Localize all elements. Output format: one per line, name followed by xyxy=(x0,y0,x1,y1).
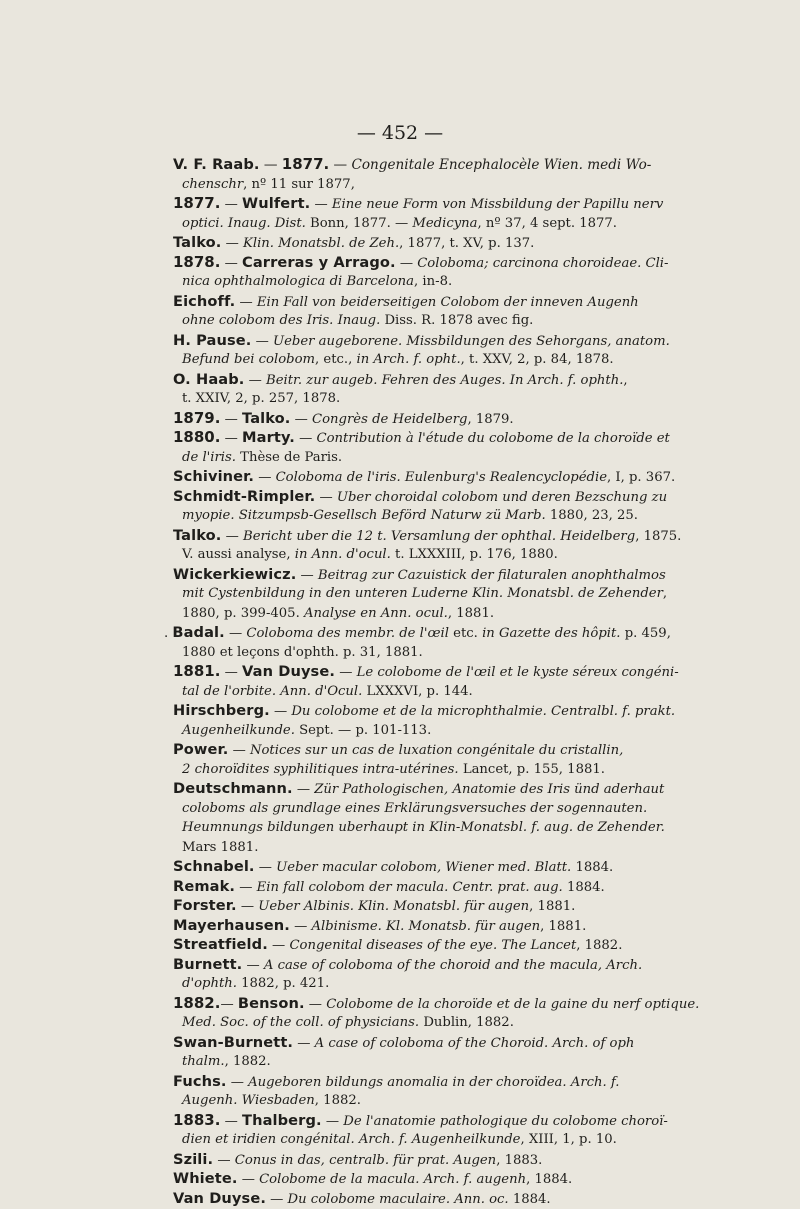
citation-title: Ein fall colobom der macula. Centr. prat. aug. xyxy=(256,879,563,895)
citation-title: Du colobome maculaire. Ann. oc. xyxy=(287,1191,509,1207)
bibliography-entry xyxy=(173,779,665,799)
citation-text: , in-8. xyxy=(414,274,453,289)
citation-title: Zür Pathologischen, Anatomie des Iris ünd aderhaut xyxy=(314,782,665,797)
citation-text: , 1875. xyxy=(635,528,682,544)
bibliography-entry xyxy=(173,487,668,507)
citation-text: — xyxy=(269,704,292,719)
citation-title: Beitrag zur Cazuistick der filaturalen anophthalmos xyxy=(317,567,666,583)
citation-title: Augenheilkunde. xyxy=(182,722,295,738)
bibliography-entry xyxy=(173,233,653,253)
author-name: Wickerkiewicz. xyxy=(173,565,297,583)
citation-title: Coloboma de l'iris. Eulenburg's Realencyclopédie xyxy=(275,470,607,485)
citation-text: , etc., xyxy=(315,352,357,367)
bibliography-entry-continuation xyxy=(173,799,653,819)
citation-text: — xyxy=(235,879,257,895)
citation-text: 1884. xyxy=(562,879,605,895)
bibliography-entry xyxy=(173,370,653,390)
author-name: Schmidt-Rimpler. xyxy=(173,487,316,505)
citation-title: Albinisme. Kl. Monatsb. für augen xyxy=(311,918,541,934)
citation-title: Coloboma; carcinona choroideae. Cli- xyxy=(417,255,669,271)
citation-title: Klin. Monatsbl. de Zeh. xyxy=(243,236,400,251)
year-heading: 1880. xyxy=(173,428,221,446)
bibliography-entry-continuation xyxy=(173,214,653,234)
bibliography-entry xyxy=(173,252,669,273)
bibliography-entry xyxy=(173,955,653,975)
author-name: Streatfield. xyxy=(173,936,268,953)
citation-text: , 1877, t. XV, p. 137. xyxy=(399,236,535,251)
citation-text: , nº 11 sur 1877, xyxy=(243,176,355,192)
citation-title: Medicyna xyxy=(412,215,478,231)
citation-title: myopie. Sitzumpsb-Gesellsch Beförd Naturw zü Marb. xyxy=(182,508,546,523)
citation-text: , xyxy=(662,586,668,601)
citation-text: — xyxy=(267,938,290,953)
year-heading: 1882. xyxy=(173,993,221,1012)
citation-text: Diss. R. 1878 avec fig. xyxy=(380,313,534,328)
citation-text: — xyxy=(292,782,315,797)
author-name: Carreras y Arrago. xyxy=(242,253,396,271)
citation-text: 1882, p. 421. xyxy=(236,976,330,991)
citation-text: — xyxy=(220,1113,243,1129)
citation-title: Med. Soc. of the coll. of physicians. xyxy=(182,1015,420,1030)
bibliography-entry xyxy=(173,331,670,351)
citation-title: Contribution à l'étude du colobome de la choroïde et xyxy=(316,431,670,446)
bibliography-entry-continuation xyxy=(173,604,653,624)
author-name: Hirschberg. xyxy=(173,702,270,719)
citation-title: Ueber Albinis. Klin. Monatsbl. für augen xyxy=(258,899,530,914)
citation-text: — xyxy=(220,996,238,1012)
citation-text: — xyxy=(226,1074,249,1090)
citation-title: Analyse en Ann. ocul. xyxy=(303,605,448,621)
citation-title: Heumnungs bildungen uberhaupt in Klin-Monatsbl. f. aug. de Zehender. xyxy=(182,820,665,835)
bibliography-entry-continuation xyxy=(173,584,668,604)
citation-text: , 1881. xyxy=(529,899,576,914)
citation-text: — xyxy=(335,665,357,680)
citation-title: Congenitale Encephalocèle Wien. medi Wo- xyxy=(351,157,652,173)
bibliography-entry xyxy=(173,896,653,916)
citation-text: — xyxy=(254,860,277,875)
citation-text: — xyxy=(221,528,243,544)
citation-text: — xyxy=(251,333,273,349)
citation-title: Eine neue Form von Missbildung der Papillu nerv xyxy=(331,197,664,212)
citation-text: t. XXIV, 2, p. 257, 1878. xyxy=(182,391,341,406)
bibliography-entry xyxy=(173,701,676,721)
citation-title: Bericht uber die 12 t. Versamlung der ophthal. Heidelberg xyxy=(243,528,636,544)
author-name: Swan-Burnett. xyxy=(173,1033,294,1051)
citation-text: — xyxy=(294,431,317,446)
author-name: V. F. Raab. xyxy=(173,156,260,173)
citation-text: — xyxy=(236,899,259,914)
bibliography-entry xyxy=(173,993,700,1014)
bibliography-entry-continuation xyxy=(173,1013,653,1033)
citation-text: — xyxy=(296,567,318,583)
bibliography-entry-continuation xyxy=(173,389,653,409)
citation-title: optici. Inaug. Dist. xyxy=(182,215,306,231)
citation-text: — xyxy=(224,626,247,641)
citation-text: — xyxy=(221,236,243,251)
citation-title: thalm. xyxy=(182,1054,225,1069)
bibliography-entry-continuation xyxy=(173,974,653,994)
citation-text: , I, p. 367. xyxy=(607,470,676,485)
citation-text: , nº 37, 4 sept. 1877. xyxy=(477,215,617,231)
citation-text: — xyxy=(242,957,264,973)
author-name: Schiviner. xyxy=(173,468,255,485)
citation-text: , 1879. xyxy=(467,411,514,427)
citation-text: LXXXVI, p. 144. xyxy=(362,683,473,699)
author-name: Talko. xyxy=(173,526,222,544)
citation-title: Notices sur un cas de luxation congénitale du cristallin, xyxy=(249,743,624,758)
bibliography-entry-continuation xyxy=(173,175,653,195)
bibliography-entry-continuation xyxy=(173,311,653,331)
citation-text: — xyxy=(304,996,327,1012)
citation-text: — xyxy=(289,918,312,934)
citation-text: 1884. xyxy=(508,1191,551,1207)
citation-title: in Arch. f. opht. xyxy=(356,352,461,367)
citation-title: Colobome de la choroïde et de la gaine du nerf optique. xyxy=(326,996,700,1012)
citation-title: tal de l'orbite. Ann. d'Ocul. xyxy=(182,683,363,699)
bibliography-entry-continuation xyxy=(173,350,653,370)
citation-title: dien et iridien congénital. Arch. f. Augenheilkunde xyxy=(182,1132,521,1147)
bibliography-entry xyxy=(173,565,666,585)
citation-text: , 1882. xyxy=(576,938,623,953)
citation-text: — xyxy=(220,431,243,446)
bibliography-entry-continuation xyxy=(173,506,653,526)
citation-text: — xyxy=(228,743,250,758)
citation-text: etc. xyxy=(448,626,483,641)
year-heading: 1878. xyxy=(173,252,221,271)
citation-text: , 1882. xyxy=(314,1093,361,1108)
citation-text: — xyxy=(254,470,276,485)
bibliography-entry xyxy=(173,292,653,312)
citation-text: , 1883. xyxy=(496,1152,543,1168)
citation-text: — xyxy=(395,255,418,271)
author-name: Schnabel. xyxy=(173,858,255,875)
page-number: — 452 — xyxy=(356,122,444,144)
citation-title: Ueber augeborene. Missbildungen des Sehorgans, anatom. xyxy=(273,333,670,349)
bibliography-entry xyxy=(173,467,676,487)
citation-text: 1880 et leçons d'ophth. p. 31, 1881. xyxy=(182,644,423,660)
citation-title: in Ann. d'ocul. xyxy=(294,547,391,562)
citation-title: De l'anatomie pathologique du colobome choroï- xyxy=(343,1113,668,1129)
bibliography-entry xyxy=(173,1033,653,1053)
citation-text: — xyxy=(315,489,337,505)
author-name: Eichoff. xyxy=(173,292,236,310)
author-name: Mayerhausen. xyxy=(173,916,290,934)
bibliography-entry-continuation xyxy=(173,643,653,663)
citation-text: — xyxy=(310,197,332,212)
citation-text: — xyxy=(213,1152,235,1168)
citation-text: Mars 1881. xyxy=(182,839,259,855)
citation-title: ohne colobom des Iris. Inaug. xyxy=(182,313,381,328)
citation-title: Augenh. Wiesbaden xyxy=(182,1093,315,1108)
bibliography-list xyxy=(164,155,700,1208)
year-heading: 1881. xyxy=(173,662,221,680)
citation-text: , XIII, 1, p. 10. xyxy=(520,1132,617,1147)
year-heading: 1877. xyxy=(173,194,221,212)
citation-title: de l'iris. xyxy=(182,449,236,465)
bibliography-entry xyxy=(173,740,653,760)
citation-text: — xyxy=(220,255,243,271)
citation-text: t. LXXXIII, p. 176, 1880. xyxy=(390,547,558,562)
citation-title: 2 choroïdites syphilitiques intra-utérines. xyxy=(182,761,459,777)
author-name: Marty. xyxy=(242,429,295,446)
author-name: Deutschmann. xyxy=(173,780,293,797)
citation-title: Uber choroidal colobom und deren Bezschung zu xyxy=(336,489,668,505)
bibliography-entry xyxy=(173,877,653,897)
bibliography-entry xyxy=(173,526,682,546)
citation-text: p. 459, xyxy=(620,626,671,641)
bibliography-entry-continuation xyxy=(173,1091,653,1111)
bibliography-entry xyxy=(173,935,653,955)
citation-text: — xyxy=(329,157,352,173)
bibliography-entry-continuation xyxy=(173,1130,653,1150)
citation-text: — xyxy=(321,1113,344,1129)
citation-title: Colobome de la macula. Arch. f. augenh xyxy=(259,1172,527,1187)
citation-title: Conus in das, centralb. für prat. Augen xyxy=(234,1152,497,1168)
author-name: Badal. xyxy=(172,624,225,641)
citation-title: in Gazette des hôpit. xyxy=(482,626,621,641)
author-name: Thalberg. xyxy=(242,1111,322,1129)
bibliography-entry-continuation xyxy=(173,682,653,702)
author-name: Fuchs. xyxy=(173,1072,227,1090)
author-name: Szili. xyxy=(173,1150,214,1168)
citation-text: . xyxy=(164,626,173,641)
citation-text: — xyxy=(237,1172,260,1187)
citation-title: Le colobome de l'œil et le kyste séreux congéni- xyxy=(356,665,679,680)
bibliography-entry xyxy=(173,1189,653,1209)
citation-text: , 1884. xyxy=(526,1172,573,1187)
bibliography-entry-continuation xyxy=(173,721,653,741)
bibliography-entry-continuation xyxy=(173,818,665,838)
citation-text: , t. XXV, 2, p. 84, 1878. xyxy=(460,352,614,367)
citation-text: V. aussi analyse, xyxy=(182,547,295,562)
bibliography-entry xyxy=(173,1072,653,1092)
citation-title: d'ophth. xyxy=(182,976,237,991)
citation-text: Sept. — p. 101-113. xyxy=(294,722,432,738)
citation-text: — xyxy=(290,411,313,427)
citation-title: Ein Fall von beiderseitigen Colobom der inneven Augenh xyxy=(256,294,639,310)
bibliography-entry xyxy=(173,1110,668,1131)
citation-title: A case of coloboma of the choroid and the macula, Arch. xyxy=(263,957,643,973)
citation-text: — xyxy=(293,1035,315,1051)
bibliography-entry xyxy=(164,623,671,643)
citation-title: mit Cystenbildung in den unteren Luderne Klin. Monatsbl. de Zehender xyxy=(182,586,663,601)
citation-title: Congenital diseases of the eye. The Lancet xyxy=(289,938,577,953)
bibliography-entry-continuation xyxy=(173,272,653,292)
citation-text: 1880, 23, 25. xyxy=(545,508,638,523)
year-heading: 1879. xyxy=(173,408,221,427)
author-name: Remak. xyxy=(173,877,236,895)
bibliography-entry-continuation xyxy=(173,760,653,780)
bibliography-entry-continuation xyxy=(173,545,653,565)
citation-title: Beitr. zur augeb. Fehren des Auges. In Arch. f. ophth. xyxy=(266,372,624,388)
citation-text: 1884. xyxy=(571,860,614,875)
author-name: Whiete. xyxy=(173,1170,238,1187)
citation-title: Congrès de Heidelberg xyxy=(312,411,468,427)
citation-title: nica ophthalmologica di Barcelona xyxy=(182,274,415,289)
citation-text: — xyxy=(235,294,257,310)
bibliography-entry xyxy=(173,662,679,682)
bibliography-entry xyxy=(173,428,670,448)
author-name: Wulfert. xyxy=(242,195,311,212)
citation-text: — xyxy=(244,372,266,388)
citation-text: , xyxy=(623,372,628,388)
citation-text: , 1881. xyxy=(447,605,495,621)
year-heading: 1877. xyxy=(281,155,330,173)
citation-text: Lancet, p. 155, 1881. xyxy=(458,761,605,777)
bibliography-entry xyxy=(173,916,653,936)
author-name: Forster. xyxy=(173,897,237,914)
author-name: Talko. xyxy=(242,409,291,427)
author-name: Talko. xyxy=(173,234,222,251)
citation-text: Thèse de Paris. xyxy=(235,449,343,465)
citation-title: coloboms als grundlage eines Erklärungsversuches der sogennauten. xyxy=(182,800,648,816)
citation-title: A case of coloboma of the Choroid. Arch. of oph xyxy=(314,1035,635,1051)
citation-text: 1880, p. 399-405. xyxy=(182,605,304,621)
bibliography-entry xyxy=(173,194,664,214)
author-name: O. Haab. xyxy=(173,370,245,388)
citation-text: Bonn, 1877. — xyxy=(305,215,413,231)
bibliography-entry-continuation xyxy=(173,1052,653,1072)
author-name: Van Duyse. xyxy=(242,663,335,680)
citation-title: Befund bei colobom xyxy=(182,352,316,367)
year-heading: 1883. xyxy=(173,1110,221,1129)
citation-title: Coloboma des membr. de l'œil xyxy=(246,626,449,641)
citation-title: Du colobome et de la microphthalmie. Centralbl. f. prakt. xyxy=(291,704,676,719)
bibliography-entry xyxy=(173,857,653,877)
citation-text: — xyxy=(220,665,243,680)
citation-title: Augeboren bildungs anomalia in der choroïdea. Arch. f. xyxy=(248,1074,620,1090)
bibliography-entry xyxy=(173,1169,653,1189)
citation-text: Dublin, 1882. xyxy=(419,1015,514,1030)
citation-title: Ueber macular colobom, Wiener med. Blatt. xyxy=(276,860,572,875)
bibliography-entry xyxy=(173,409,653,429)
citation-text: — xyxy=(259,157,282,173)
author-name: Power. xyxy=(173,741,229,758)
bibliography-entry-continuation xyxy=(173,838,653,858)
citation-text: — xyxy=(220,411,243,427)
author-name: Van Duyse. xyxy=(173,1189,266,1207)
bibliography-entry xyxy=(173,155,653,175)
citation-title: chenschr xyxy=(182,176,244,192)
citation-text: — xyxy=(265,1191,288,1207)
citation-text: — xyxy=(220,197,243,212)
author-name: H. Pause. xyxy=(173,331,252,349)
bibliography-entry xyxy=(173,1150,653,1170)
citation-text: , 1882. xyxy=(224,1054,271,1069)
author-name: Burnett. xyxy=(173,955,243,973)
citation-text: , 1881. xyxy=(540,918,587,934)
author-name: Benson. xyxy=(237,994,305,1012)
bibliography-entry-continuation xyxy=(173,448,653,468)
